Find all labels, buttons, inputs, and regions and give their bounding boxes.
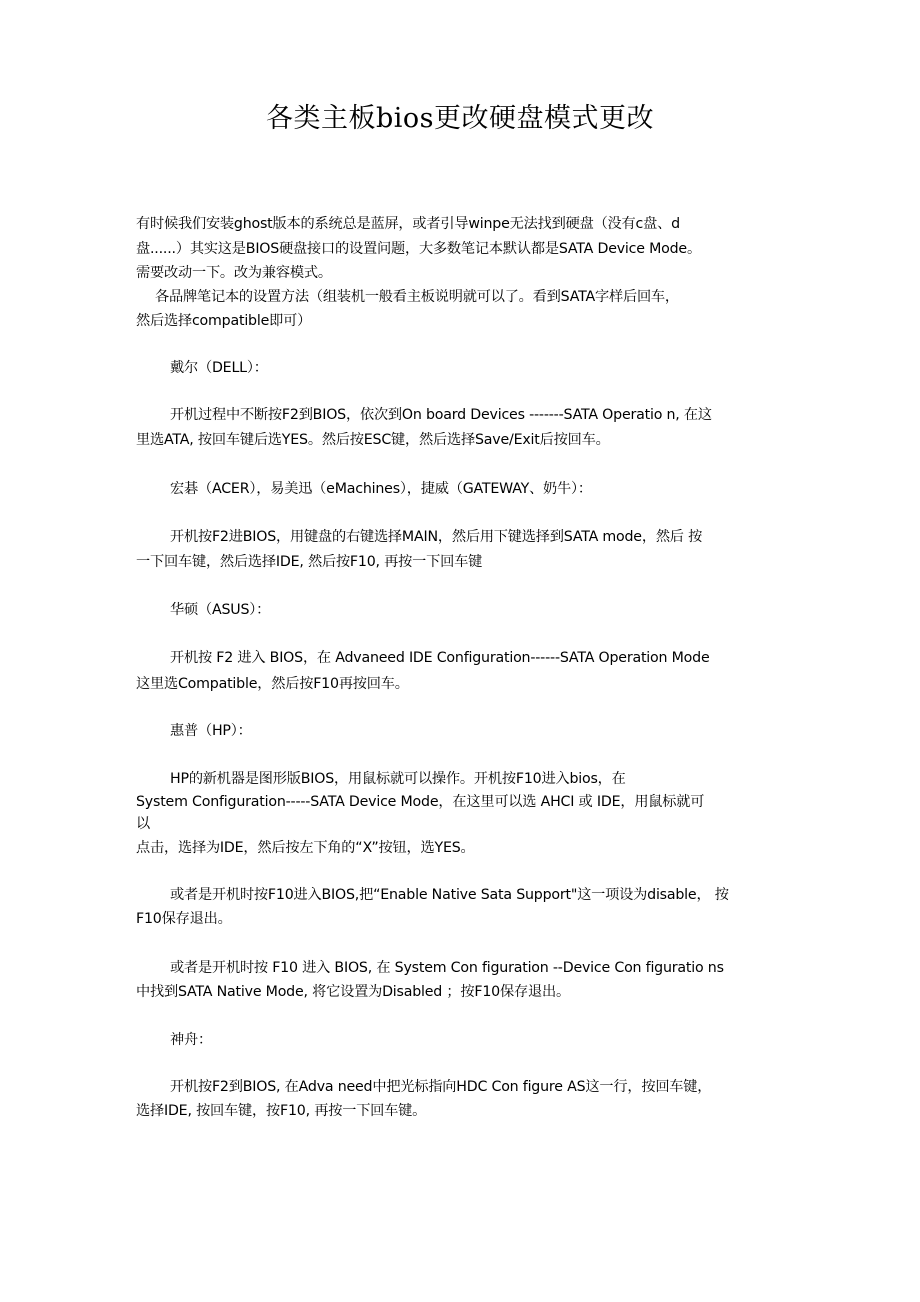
body-line: 盘......）其实这是BIOS硬盘接口的设置问题，大多数笔记本默认都是SATA Device Mode。 [136, 241, 701, 257]
section-heading-acer: 宏碁（ACER），易美迅（eMachines），捷威（GATEWAY、奶牛）： [170, 481, 592, 497]
section-heading-dell: 戴尔（DELL）： [170, 360, 268, 376]
body-line: F10保存退出。 [136, 911, 232, 927]
body-line: 或者是开机时按 F10 进入 BIOS, 在 System Con figuration --Device Con figuratio ns [170, 960, 724, 976]
body-line: 有时候我们安装ghost版本的系统总是蓝屏，或者引导winpe无法找到硬盘（没有c盘、d [136, 216, 680, 232]
body-line: 里选ATA, 按回车键后选YES。然后按ESC键，然后选择Save/Exit后按回车。 [136, 432, 610, 448]
document-title: 各类主板bios更改硬盘模式更改 [265, 103, 655, 134]
section-heading-asus: 华硕（ASUS）： [170, 602, 271, 618]
section-heading-hasee: 神舟： [170, 1032, 212, 1048]
body-line: 需要改动一下。改为兼容模式。 [136, 265, 332, 281]
body-line: HP的新机器是图形版BIOS，用鼠标就可以操作。开机按F10进入bios，在 [170, 771, 626, 787]
body-line: 开机按F2进BIOS，用键盘的右键选择MAIN，然后用下键选择到SATA mode，然后 按 [170, 529, 703, 545]
body-line: 以 [136, 816, 150, 832]
body-line: 各品牌笔记本的设置方法（组装机一般看主板说明就可以了。看到SATA字样后回车， [155, 289, 679, 305]
body-line: 开机过程中不断按F2到BIOS，依次到On board Devices -------SATA Operatio n, 在这 [170, 407, 712, 423]
section-heading-hp: 惠普（HP）： [170, 723, 252, 739]
body-line: 点击，选择为IDE，然后按左下角的“X”按钮，选YES。 [136, 840, 475, 856]
body-line: 开机按F2到BIOS, 在Adva need中把光标指向HDC Con figure AS这一行，按回车键， [170, 1079, 712, 1095]
body-line: 这里选Compatible，然后按F10再按回车。 [136, 676, 409, 692]
body-line: 然后选择compatible即可） [136, 313, 312, 329]
body-line: 选择IDE, 按回车键，按F10, 再按一下回车键。 [136, 1103, 427, 1119]
body-line: 中找到SATA Native Mode, 将它设置为Disabled ；按F10保存退出。 [136, 984, 570, 1000]
body-line: 开机按 F2 进入 BIOS，在 Advaneed IDE Configuration------SATA Operation Mode [170, 650, 710, 666]
body-line: 或者是开机时按F10进入BIOS,把“Enable Native Sata Support"这一项设为disable， 按 [170, 887, 729, 903]
body-line: System Configuration-----SATA Device Mode，在这里可以选 AHCI 或 IDE，用鼠标就可 [136, 794, 705, 810]
body-line: 一下回车键，然后选择IDE, 然后按F10, 再按一下回车键 [136, 554, 483, 570]
